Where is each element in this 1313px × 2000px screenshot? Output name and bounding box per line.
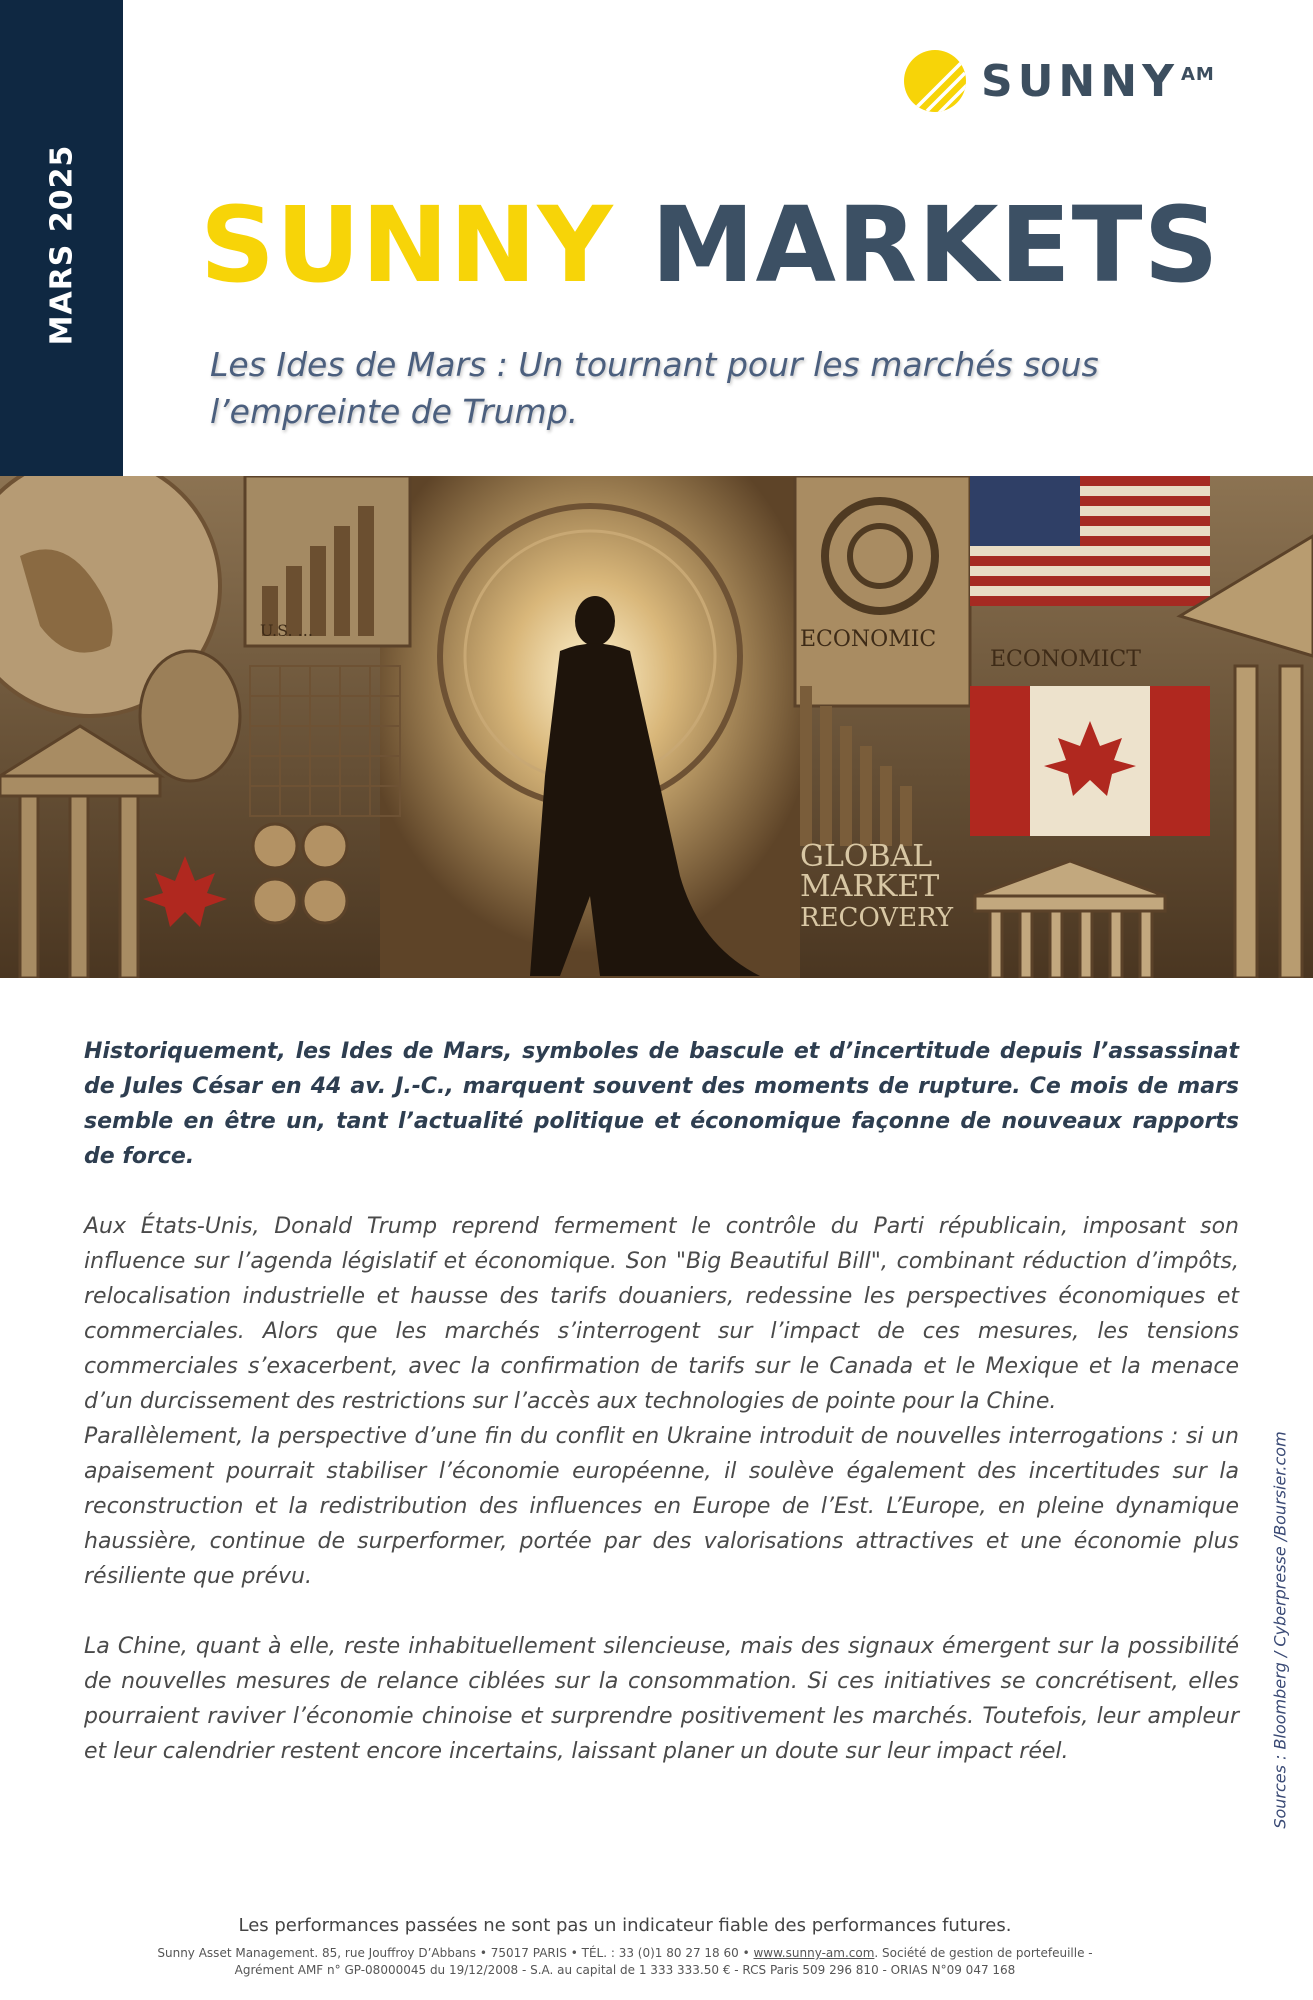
paragraph-ukraine-europe: Parallèlement, la perspective d’une fin du conflit en Ukraine introduit de nouvelles interrogations : si un apaisement pourrait stabiliser l’économie européenne, il soulève également des incertitudes sur la reconstruction et la redistribution des influences en Europe de l’Est. L’Europe, en pleine dynamique haussière, continue de surperformer, portée par des valorisations attractives et une économie plus résiliente que prévu. [84,1424,1239,1589]
hero-label-economic: ECONOMIC [800,627,937,652]
performance-disclaimer: Les performances passées ne sont pas un indicateur fiable des performances futures. [238,1915,1012,1936]
hero-label-economict: ECONOMICT [990,647,1141,672]
issue-date: MARS 2025 [44,144,80,346]
paragraph-china: La Chine, quant à elle, reste inhabituellement silencieuse, mais des signaux émergent sur la possibilité de nouvelles mesures de relance ciblées sur la consommation. Si ces initiatives se concrétisent, elles pourraient raviver l’économie chinoise et surprendre positivement les marchés. Toutefois, leur ampleur et leur calendrier restent encore incertains, laissant planer un doute sur leur impact réel. [84,1634,1239,1764]
sunny-am-logo[interactable] [903,46,1215,116]
article-lead: Historiquement, les Ides de Mars, symboles de bascule et d’incertitude depuis l’assassinat de Jules César en 44 av. J.-C., marquent souvent des moments de rupture. Ce mois de mars semble en être un, tant l’actualité politique et économique façonne de nouveaux rapports de force. [84,1039,1239,1169]
us-flag [970,476,1210,606]
title-markets: MARKETS [650,184,1220,306]
logo-wordmark: SUNNY $^{AM}$ [981,55,1215,107]
legal-footer [80,1945,1170,1979]
article-body [84,1034,1239,1769]
hero-label-global: GLOBAL [800,839,933,874]
logo-superscript: AM [1180,63,1215,85]
sun-logo-icon [903,49,967,113]
hero-label-us: U.S. ... [260,621,313,640]
canada-flag [970,686,1210,836]
footer-company-type: . Société de gestion de portefeuille - [874,1946,1093,1960]
newsletter-title [200,185,1220,305]
paragraph-usa: Aux États-Unis, Donald Trump reprend fermement le contrôle du Parti républicain, imposant son influence sur l’agenda législatif et économique. Son "Big Beautiful Bill", combinant réduction d’impôts, relocalisation industrielle et hausse des tarifs douaniers, redessine les perspectives économiques et commerciales. Alors que les marchés s’interrogent sur l’impact de ces mesures, les tensions commerciales s’exacerbent, avec la confirmation de tarifs sur le Canada et le Mexique et la menace d’un durcissement des restrictions sur l’accès aux technologies de pointe pour la Chine. [84,1214,1239,1414]
footer-registration: Agrément AMF n° GP-08000045 du 19/12/2008 - S.A. au capital de 1 333 333.50 € - RCS Paris 509 296 810 - ORIAS N°09 047 168 [234,1963,1016,1977]
date-band [0,0,123,528]
title-sunny: SUNNY [200,184,614,306]
hero-label-market: MARKET [800,869,940,904]
hero-illustration [0,476,1313,978]
article-subtitle: Les Ides de Mars : Un tournant pour les marchés sous l’empreinte de Trump. [210,345,1099,431]
hero-label-recovery: RECOVERY [800,903,954,933]
website-link[interactable]: www.sunny-am.com [753,1946,875,1960]
sources-note: Sources : Bloomberg / Cyberpresse /Boursier.com [1270,1431,1290,1829]
footer-address: Sunny Asset Management. 85, rue Jouffroy D’Abbans • 75017 PARIS • TÉL. : 33 (0)1 80 27 18 60 • [157,1946,754,1960]
